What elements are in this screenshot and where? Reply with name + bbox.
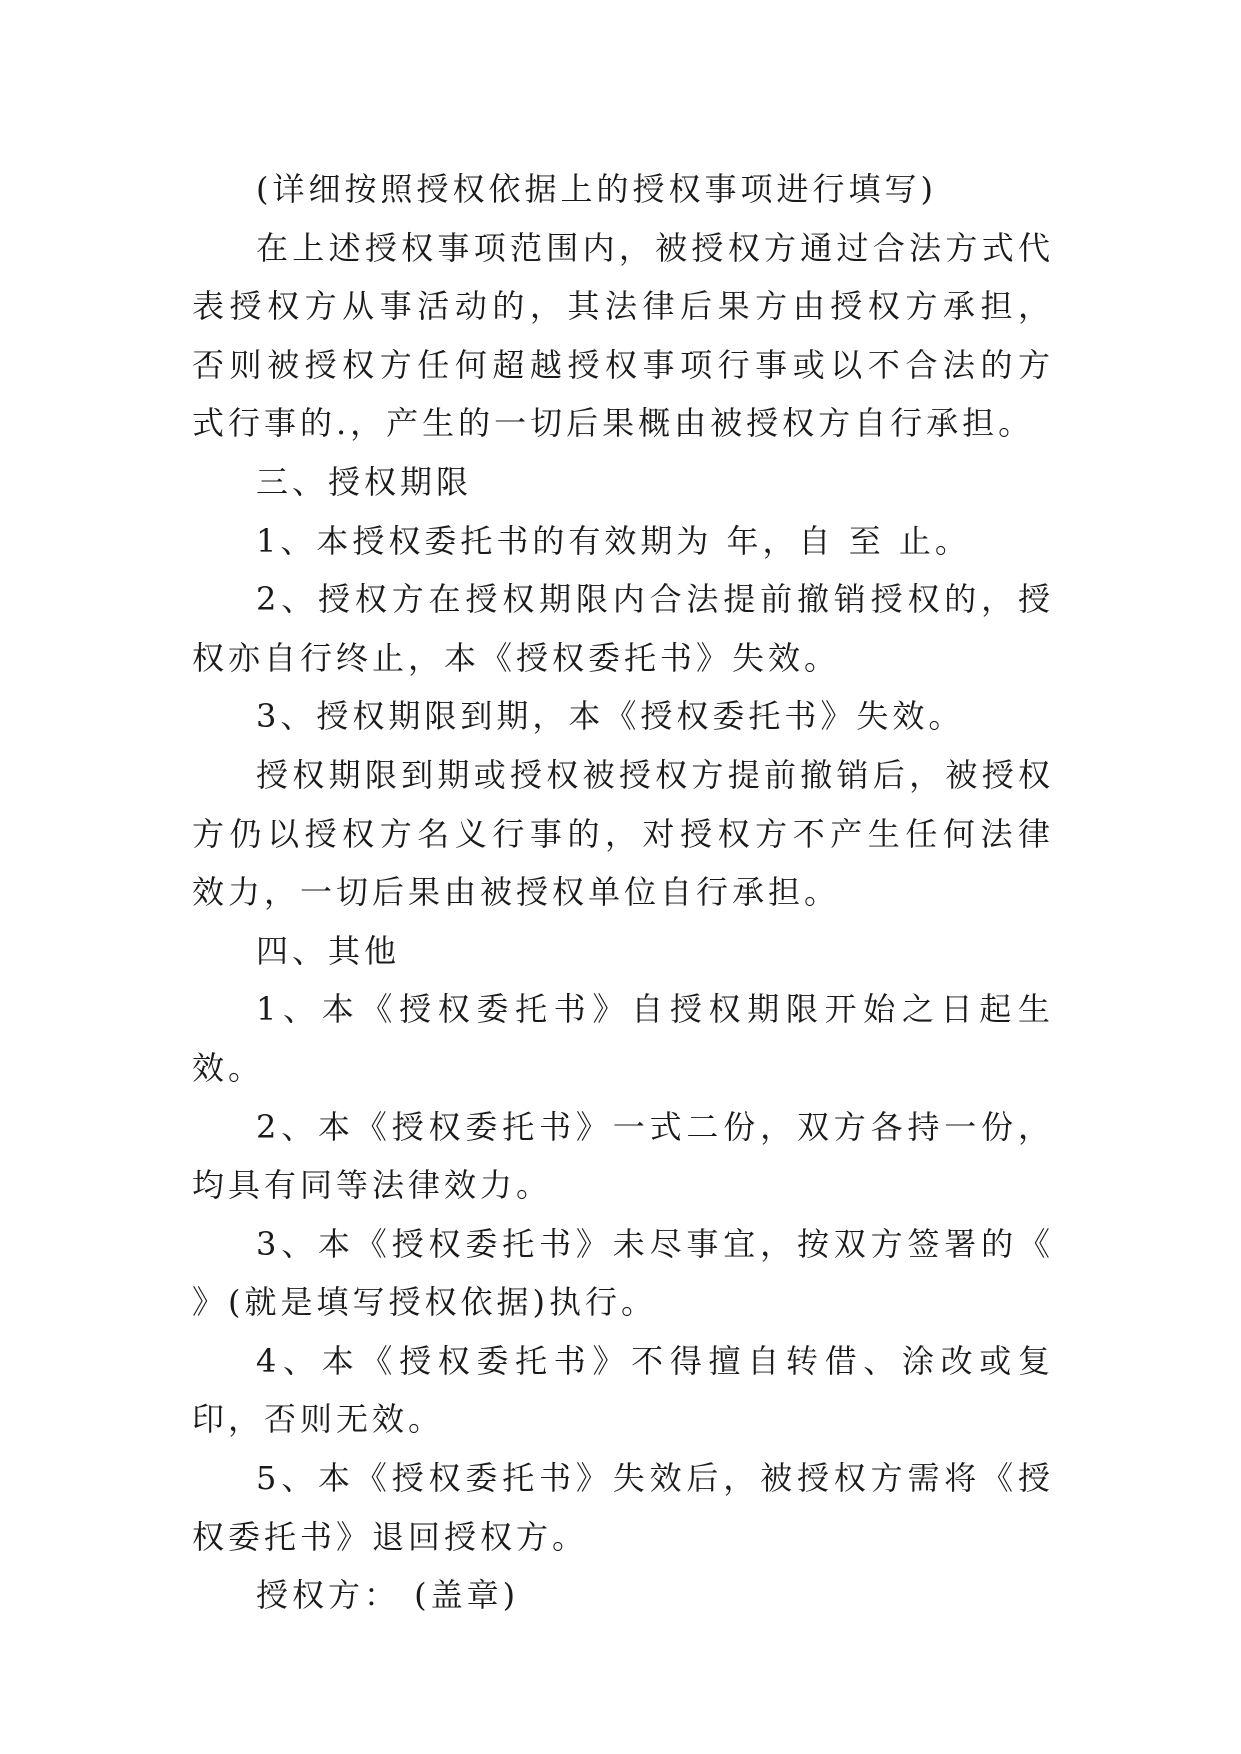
other-clause-1: 1、本《授权委托书》自授权期限开始之日起生效。 bbox=[192, 990, 1054, 1087]
other-clause-3: 3、本《授权委托书》未尽事宜，按双方签署的《 》(就是填写授权依据)执行。 bbox=[192, 1224, 1054, 1322]
other-clause-2: 2、本《授权委托书》一式二份，双方各持一份，均具有同等法律效力。 bbox=[192, 1107, 1054, 1205]
paragraph-expiry-consequence: 授权期限到期或授权被授权方提前撤销后，被授权方仍以授权方名义行事的，对授权方不产生任何法律效力，一切后果由被授权单位自行承担。 bbox=[192, 755, 1054, 912]
other-clause-4: 4、本《授权委托书》不得擅自转借、涂改或复印，否则无效。 bbox=[192, 1341, 1054, 1439]
term-clause-3: 3、授权期限到期，本《授权委托书》失效。 bbox=[256, 697, 965, 736]
paragraph-fill-note: (详细按照授权依据上的授权事项进行填写) bbox=[256, 170, 937, 208]
paragraph-scope-liability: 在上述授权事项范围内，被授权方通过合法方式代表授权方从事活动的，其法律后果方由授权方承担，否则被授权方任何超越授权事项行事或以不合法的方式行事的.，产生的一切后果概由被授权方自行承担。 bbox=[192, 228, 1054, 443]
other-clause-5: 5、本《授权委托书》失效后，被授权方需将《授权委托书》退回授权方。 bbox=[192, 1459, 1054, 1556]
term-clause-2: 2、授权方在授权期限内合法提前撤销授权的，授权亦自行终止，本《授权委托书》失效。 bbox=[192, 580, 1054, 677]
signature-line-grantor: 授权方： (盖章) bbox=[256, 1576, 520, 1615]
document-body bbox=[192, 160, 1054, 1625]
term-clause-1: 1、本授权委托书的有效期为 年，自 至 止。 bbox=[256, 521, 971, 560]
section-heading-other: 四、其他 bbox=[256, 931, 401, 970]
section-heading-term: 三、授权期限 bbox=[256, 462, 473, 501]
